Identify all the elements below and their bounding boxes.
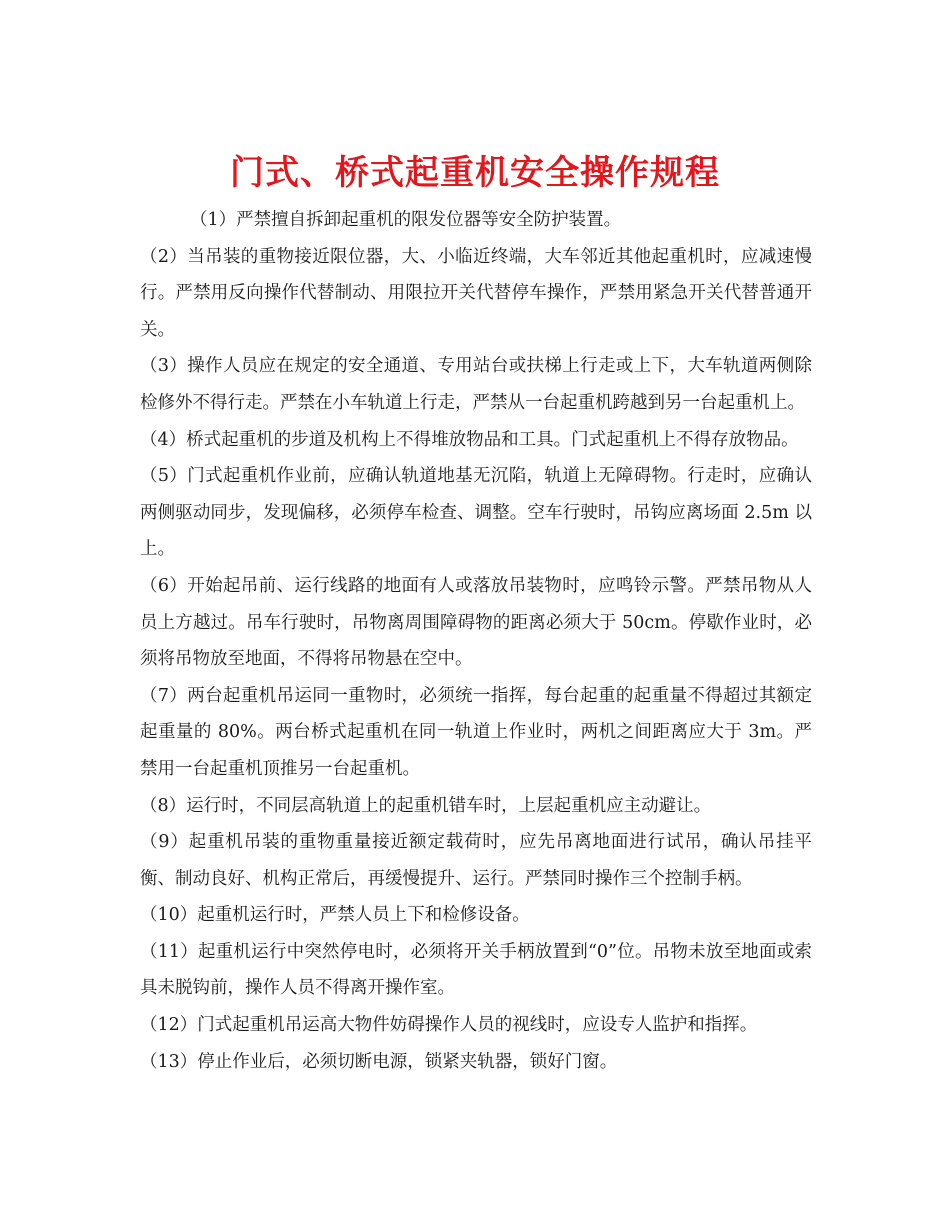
rule-paragraph-10: （10）起重机运行时，严禁人员上下和检修设备。 — [140, 905, 530, 926]
rule-paragraph-13: （13）停止作业后，必须切断电源，锁紧夹轨器，锁好门窗。 — [140, 1051, 618, 1072]
rule-paragraph-11: （11）起重机运行中突然停电时，必须将开关手柄放置到“0”位。吊物未放至地面或索具未脱钩前，操作人员不得离开操作室。 — [140, 941, 812, 999]
rule-paragraph-7: （7）两台起重机吊运同一重物时，必须统一指挥，每台起重的起重量不得超过其额定起重量的 80%。两台桥式起重机在同一轨道上作业时，两机之间距离应大于 3m。严禁用一台起重机顶推另一台起重机。 — [140, 685, 812, 779]
rule-paragraph-12: （12）门式起重机吊运高大物件妨碍操作人员的视线时，应设专人监护和指挥。 — [140, 1015, 758, 1036]
rule-paragraph-1: （1）严禁擅自拆卸起重机的限发位器等安全防护装置。 — [190, 210, 622, 230]
rule-paragraph-8: （8）运行时，不同层高轨道上的起重机错车时，上层起重机应主动避让。 — [140, 795, 712, 816]
document-body — [140, 202, 812, 1080]
rule-paragraph-4: （4）桥式起重机的步道及机构上不得堆放物品和工具。门式起重机上不得存放物品。 — [140, 429, 799, 450]
rule-paragraph-9: （9）起重机吊装的重物重量接近额定载荷时，应先吊离地面进行试吊，确认吊挂平衡、制动良好、机构正常后，再缓慢提升、运行。严禁同时操作三个控制手柄。 — [140, 832, 812, 889]
rule-paragraph-6: （6）开始起吊前、运行线路的地面有人或落放吊装物时，应鸣铃示警。严禁吊物从人员上方越过。吊车行驶时，吊物离周围障碍物的距离必须大于 50cm。停歇作业时，必须将吊物放至地面，不得将吊物悬在空中。 — [140, 575, 812, 670]
rule-paragraph-5: （5）门式起重机作业前，应确认轨道地基无沉陷，轨道上无障碍物。行走时，应确认两侧驱动同步，发现偏移，必须停车检查、调整。空车行驶时，吊钩应离场面 2.5m 以上。 — [140, 466, 812, 560]
page-title: 门式、桥式起重机安全操作规程 — [230, 152, 720, 193]
rule-paragraph-2: （2）当吊装的重物接近限位器，大、小临近终端，大车邻近其他起重机时，应减速慢行。严禁用反向操作代替制动、用限拉开关代替停车操作，严禁用紧急开关代替普通开关。 — [140, 246, 812, 340]
rule-paragraph-3: （3）操作人员应在规定的安全通道、专用站台或扶梯上行走或上下，大车轨道两侧除检修外不得行走。严禁在小车轨道上行走，严禁从一台起重机跨越到另一台起重机上。 — [140, 356, 812, 413]
